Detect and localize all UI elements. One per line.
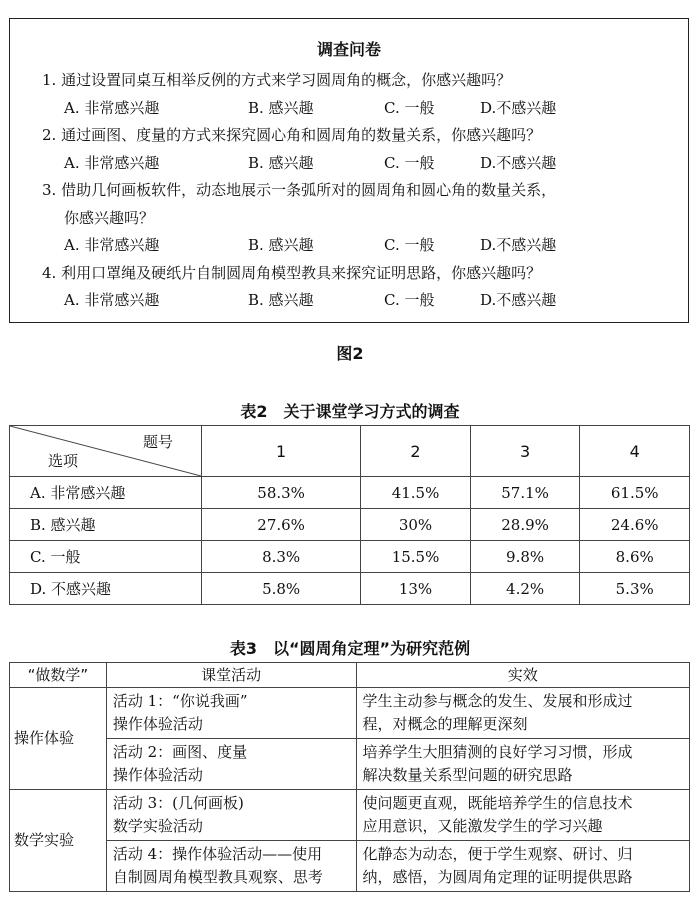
table2-caption: 表2 关于课堂学习方式的调查 [240, 402, 460, 421]
table-row [10, 841, 690, 892]
category-cell: 操作体验 [10, 688, 107, 790]
header-activity: 课堂活动 [106, 663, 356, 688]
table-row [10, 790, 690, 841]
cell-value: 24.6% [580, 509, 690, 541]
q3-option-c: C. 一般 [384, 236, 435, 254]
effect-line: 学生主动参与概念的发生、发展和形成过 [362, 692, 633, 710]
effect-line: 解决数量关系型问题的研究思路 [362, 766, 573, 784]
q1-option-c: C. 一般 [384, 99, 435, 117]
header-doing-math: “做数学” [10, 663, 107, 688]
activity-line: 操作体验活动 [112, 766, 203, 784]
activity-line: 活动 3：(几何画板) [112, 794, 244, 812]
cell-value: 15.5% [361, 541, 471, 573]
questionnaire-title: 调查问卷 [316, 40, 381, 59]
q3-option-d: D.不感兴趣 [480, 236, 557, 254]
table3 [9, 662, 690, 892]
effect-cell [356, 739, 690, 790]
corner-label-option: 选项 [48, 452, 79, 470]
q4-option-a: A. 非常感兴趣 [64, 291, 160, 309]
table2-corner-cell [10, 426, 202, 477]
effect-line: 程，对概念的理解更深刻 [362, 715, 528, 733]
table2-col-1: 1 [202, 426, 361, 477]
cell-value: 5.3% [580, 573, 690, 605]
row-label: B. 感兴趣 [10, 509, 202, 541]
q1-option-b: B. 感兴趣 [248, 99, 314, 117]
table3-header-row [10, 663, 690, 688]
cell-value: 28.9% [470, 509, 580, 541]
cell-value: 9.8% [470, 541, 580, 573]
q1-option-a: A. 非常感兴趣 [64, 99, 160, 117]
cell-value: 61.5% [580, 477, 690, 509]
q4-option-b: B. 感兴趣 [248, 291, 314, 309]
table-row [10, 688, 690, 739]
table-row [10, 573, 690, 605]
effect-cell [356, 841, 690, 892]
question-4: 4. 利用口罩绳及硬纸片自制圆周角模型教具来探究证明思路，你感兴趣吗？ [42, 264, 542, 282]
table2 [9, 425, 690, 605]
effect-cell [356, 688, 690, 739]
figure-caption: 图2 [336, 344, 364, 363]
activity-cell [106, 688, 356, 739]
cell-value: 57.1% [470, 477, 580, 509]
table-row [10, 541, 690, 573]
activity-line: 数学实验活动 [112, 817, 203, 835]
table2-col-2: 2 [361, 426, 471, 477]
effect-line: 化静态为动态，便于学生观察、研讨、归 [362, 845, 633, 863]
q2-option-c: C. 一般 [384, 154, 435, 172]
cell-value: 8.3% [202, 541, 361, 573]
q3-option-b: B. 感兴趣 [248, 236, 314, 254]
question-3: 3. 借助几何画板软件，动态地展示一条弧所对的圆周角和圆心角的数量关系， [42, 181, 557, 199]
question-1: 1. 通过设置同桌互相举反例的方式来学习圆周角的概念，你感兴趣吗？ [42, 71, 512, 89]
cell-value: 5.8% [202, 573, 361, 605]
table2-header-row [10, 426, 690, 477]
cell-value: 58.3% [202, 477, 361, 509]
effect-line: 使问题更直观，既能培养学生的信息技术 [362, 794, 633, 812]
questionnaire-box [9, 18, 689, 323]
activity-cell [106, 841, 356, 892]
activity-line: 活动 4：操作体验活动——使用 [112, 845, 323, 863]
q2-option-d: D.不感兴趣 [480, 154, 557, 172]
cell-value: 41.5% [361, 477, 471, 509]
row-label: A. 非常感兴趣 [10, 477, 202, 509]
activity-line: 活动 1：“你说我画” [112, 692, 248, 710]
question-2: 2. 通过画图、度量的方式来探究圆心角和圆周角的数量关系，你感兴趣吗？ [42, 126, 542, 144]
effect-line: 培养学生大胆猜测的良好学习习惯，形成 [362, 743, 633, 761]
category-cell: 数学实验 [10, 790, 107, 892]
effect-line: 纳，感悟，为圆周角定理的证明提供思路 [362, 868, 633, 886]
cell-value: 27.6% [202, 509, 361, 541]
q4-option-d: D.不感兴趣 [480, 291, 557, 309]
table2-col-4: 4 [580, 426, 690, 477]
table-row [10, 739, 690, 790]
q4-option-c: C. 一般 [384, 291, 435, 309]
table2-col-3: 3 [470, 426, 580, 477]
q2-option-b: B. 感兴趣 [248, 154, 314, 172]
table3-caption: 表3 以“圆周角定理”为研究范例 [229, 639, 471, 658]
corner-label-question: 题号 [142, 433, 173, 451]
cell-value: 13% [361, 573, 471, 605]
header-effect: 实效 [356, 663, 690, 688]
q1-option-d: D.不感兴趣 [480, 99, 557, 117]
activity-line: 自制圆周角模型教具观察、思考 [112, 868, 323, 886]
cell-value: 8.6% [580, 541, 690, 573]
q3-option-a: A. 非常感兴趣 [64, 236, 160, 254]
activity-cell [106, 739, 356, 790]
q2-option-a: A. 非常感兴趣 [64, 154, 160, 172]
table-row [10, 477, 690, 509]
activity-cell [106, 790, 356, 841]
effect-cell [356, 790, 690, 841]
cell-value: 30% [361, 509, 471, 541]
cell-value: 4.2% [470, 573, 580, 605]
row-label: C. 一般 [10, 541, 202, 573]
table-row [10, 509, 690, 541]
activity-line: 活动 2：画图、度量 [112, 743, 248, 761]
activity-line: 操作体验活动 [112, 715, 203, 733]
question-3-cont: 你感兴趣吗？ [64, 209, 155, 227]
effect-line: 应用意识，又能激发学生的学习兴趣 [362, 817, 603, 835]
row-label: D. 不感兴趣 [10, 573, 202, 605]
